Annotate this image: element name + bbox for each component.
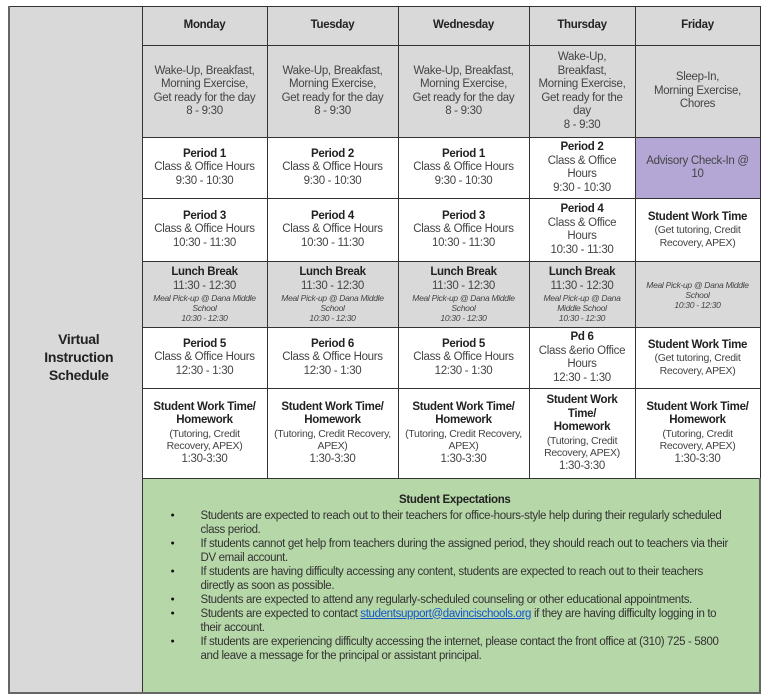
cell-line: Hours: [567, 168, 597, 180]
cell-line: (Tutoring, Credit: [546, 434, 618, 447]
cell-line: Hours: [567, 230, 597, 242]
cell-line: Recovery, APEX): [659, 440, 736, 453]
cell-line: Wake-Up,: [557, 51, 607, 63]
period-title: Student Work Time: [647, 338, 748, 351]
expectation-item: ● If students are experiencing difficulty accessing the internet, please contact the front office at (310) 725 - 5800 and leave a message for the principal or assistant principal.: [201, 635, 740, 663]
work-title: Student Work Time/: [412, 400, 515, 413]
cell-line: Wake-Up, Breakfast,: [154, 64, 255, 77]
cell-line: Advisory Check-In @: [646, 154, 749, 167]
expectations-title: Student Expectations: [398, 494, 511, 506]
cell-line: Class & Office Hours: [282, 161, 383, 174]
cell-time: 12:30 - 1:30: [175, 364, 234, 377]
cell-line: Wake-Up, Breakfast,: [282, 64, 383, 77]
period-title: Period 1: [183, 147, 226, 160]
meal-note: School: [451, 303, 476, 313]
cell-line: Morning Exercise,: [420, 78, 507, 90]
side-label: [9, 7, 142, 693]
period-title: Period 1: [442, 147, 485, 160]
meal-note: Meal Pick-up @ Dana Middle: [412, 293, 515, 303]
meal-time: 10:30 - 12:30: [674, 299, 721, 310]
cell-time: 8 - 9:30: [314, 105, 351, 117]
expectation-item: ● Students are expected to attend any regularly-scheduled counseling or other educational appointments.: [201, 593, 740, 607]
cell-line: Morning Exercise,: [538, 78, 626, 90]
block1-cell-wednesday: [398, 138, 529, 199]
cell-line: Get ready for the day: [153, 91, 256, 104]
day-header-thursday: Thursday: [529, 7, 635, 46]
work-title: Student Work: [546, 394, 618, 406]
meal-note: Middle School: [557, 303, 607, 313]
cell-time: 11:30 - 12:30: [550, 279, 614, 292]
cell-line: Get ready for the day: [412, 91, 515, 104]
cell-line: day: [573, 105, 591, 117]
cell-line: Recovery, APEX): [544, 447, 620, 459]
cell-time: 10:30 - 11:30: [550, 243, 614, 256]
block3-cell-monday: [142, 328, 267, 389]
cell-time: 11:30 - 12:30: [300, 279, 365, 292]
cell-time: 9:30 - 10:30: [303, 174, 362, 187]
work-cell-wednesday: [398, 389, 529, 479]
cell-time: 10:30 - 11:30: [172, 236, 237, 249]
work-title: Homework: [435, 414, 492, 427]
morning-cell-friday: [635, 46, 760, 138]
lunch-title: Lunch Break: [430, 266, 497, 278]
morning-cell-monday: [142, 46, 267, 138]
cell-time: 11:30 - 12:30: [172, 279, 237, 292]
period-title: Period 2: [311, 147, 354, 160]
work-title: Student Work Time/: [281, 400, 384, 413]
cell-line: Chores: [679, 98, 716, 111]
student-expectations-panel: [142, 479, 760, 693]
period-title: Period 3: [442, 209, 485, 222]
lunch-title: Lunch Break: [299, 266, 366, 278]
cell-time: 8 - 9:30: [445, 105, 482, 117]
cell-line: Class & Office: [547, 154, 617, 167]
cell-line: Morning Exercise,: [161, 78, 248, 90]
meal-note: Meal Pick-up @ Dana: [543, 293, 621, 303]
morning-cell-wednesday: [398, 46, 529, 138]
lunch-cell-thursday: [529, 262, 635, 328]
cell-time: 10:30 - 11:30: [300, 236, 365, 249]
expectation-item-contact: [201, 607, 740, 635]
cell-line: Class & Office Hours: [413, 161, 514, 174]
cell-line: Class & Office Hours: [413, 351, 514, 364]
cell-time: 9:30 - 10:30: [553, 181, 611, 194]
cell-time: 1:30-3:30: [181, 452, 228, 465]
header-row: [9, 7, 760, 46]
work-title: Student Work Time/: [646, 400, 749, 413]
work-title: Homework: [669, 414, 726, 427]
cell-time: 9:30 - 10:30: [434, 174, 493, 187]
meal-note: School: [320, 303, 345, 313]
cell-line: (Tutoring, Credit Recovery,: [274, 427, 391, 440]
cell-time: 8 - 9:30: [563, 118, 601, 131]
cell-line: Class & Office Hours: [154, 161, 255, 174]
cell-line: Get ready for the day: [281, 91, 384, 104]
work-title: Homework: [553, 421, 611, 433]
expectations-list: [171, 509, 740, 663]
period-title: Period 5: [442, 337, 485, 350]
period-title: Period 5: [183, 337, 226, 350]
period-title: Student Work Time: [647, 210, 748, 223]
contact-text-after: if they are having difficulty logging in to their account.: [200, 607, 717, 634]
cell-line: (Tutoring, Credit: [662, 427, 733, 440]
cell-line: Wake-Up, Breakfast,: [413, 64, 514, 77]
block3-cell-wednesday: [398, 328, 529, 389]
period-title: Period 2: [560, 141, 604, 153]
cell-time: 1:30-3:30: [559, 459, 605, 472]
cell-line: Recovery, APEX): [659, 236, 736, 249]
cell-line: (Tutoring, Credit: [169, 427, 240, 440]
lunch-title: Lunch Break: [548, 266, 616, 278]
day-header-tuesday: Tuesday: [267, 7, 398, 46]
meal-time: 10:30 - 12:30: [558, 313, 606, 323]
work-title: Time/: [567, 407, 597, 420]
student-support-email-link[interactable]: studentsupport@davincischools.org: [360, 607, 532, 620]
block2-cell-friday: [635, 199, 760, 262]
cell-line: Class &erio Office: [538, 344, 626, 357]
cell-line: (Tutoring, Credit Recovery,: [405, 427, 522, 440]
meal-note: School: [685, 289, 710, 300]
cell-line: Class & Office Hours: [154, 223, 255, 236]
meal-note: Meal Pick-up @ Dana Middle: [153, 293, 256, 303]
cell-line: Class & Office Hours: [154, 351, 255, 364]
period-title: Period 4: [560, 203, 604, 215]
period-title: Period 6: [311, 337, 354, 350]
work-cell-tuesday: [267, 389, 398, 479]
meal-note: Meal Pick-up @ Dana Middle: [281, 293, 384, 303]
cell-line: (Get tutoring, Credit: [654, 352, 741, 365]
work-title: Homework: [304, 414, 361, 427]
block1-cell-tuesday: [267, 138, 398, 199]
cell-line: Recovery, APEX): [166, 440, 243, 453]
block2-cell-monday: [142, 199, 267, 262]
expectation-item: ● Students are expected to reach out to their teachers for office-hours-style help during their regularly scheduled class period.: [201, 509, 740, 537]
cell-time: 12:30 - 1:30: [434, 364, 493, 377]
cell-time: 1:30-3:30: [440, 452, 487, 465]
cell-line: Class & Office Hours: [282, 223, 383, 236]
lunch-cell-friday: [635, 262, 760, 328]
cell-line: Class & Office Hours: [413, 223, 514, 236]
period-title: Pd 6: [570, 331, 594, 343]
block3-cell-tuesday: [267, 328, 398, 389]
cell-line: Recovery, APEX): [659, 364, 736, 377]
advisory-checkin-cell-friday: [635, 138, 760, 199]
morning-cell-thursday: [529, 46, 635, 138]
morning-cell-tuesday: [267, 46, 398, 138]
day-header-monday: Monday: [142, 7, 267, 46]
cell-time: 10:30 - 11:30: [431, 236, 496, 249]
cell-line: Breakfast,: [557, 64, 607, 77]
lunch-cell-tuesday: [267, 262, 398, 328]
cell-time: 1:30-3:30: [309, 452, 356, 465]
work-title: Homework: [176, 414, 233, 427]
work-title: Student Work Time/: [153, 400, 256, 413]
work-cell-friday: [635, 389, 760, 479]
day-header-friday: Friday: [635, 7, 760, 46]
cell-line: Get ready for the: [541, 91, 623, 104]
meal-time: 10:30 - 12:30: [440, 313, 487, 323]
cell-time: 8 - 9:30: [186, 105, 223, 117]
block1-cell-monday: [142, 138, 267, 199]
lunch-title: Lunch Break: [171, 266, 238, 278]
cell-time: 12:30 - 1:30: [553, 371, 611, 384]
cell-line: Morning Exercise,: [289, 78, 376, 90]
block1-cell-thursday: [529, 138, 635, 199]
schedule-table: [8, 6, 761, 694]
expectation-item: ● If students cannot get help from teachers during the assigned period, they should reach out to teachers via their DV email account.: [201, 537, 740, 565]
cell-time: 10: [691, 168, 704, 180]
cell-line: APEX): [317, 440, 348, 453]
work-cell-monday: [142, 389, 267, 479]
cell-line: APEX): [448, 440, 479, 453]
work-cell-thursday: [529, 389, 635, 479]
cell-line: Hours: [567, 358, 597, 370]
lunch-cell-wednesday: [398, 262, 529, 328]
meal-note: School: [192, 303, 217, 313]
block3-cell-friday: [635, 328, 760, 389]
cell-line: Morning Exercise,: [654, 84, 741, 97]
meal-note: Meal Pick-up @ Dana Middle: [646, 279, 749, 290]
side-label-text: Virtual Instruction Schedule: [44, 331, 114, 383]
contact-text-before: Students are expected to contact: [200, 607, 361, 620]
block3-cell-thursday: [529, 328, 635, 389]
block2-cell-thursday: [529, 199, 635, 262]
cell-time: 1:30-3:30: [674, 452, 721, 465]
block2-cell-tuesday: [267, 199, 398, 262]
cell-line: Class & Office Hours: [282, 351, 383, 364]
expectation-item: ● If students are having difficulty accessing any content, students are expected to reach out to their teachers directly as soon as possible.: [201, 565, 740, 593]
meal-time: 10:30 - 12:30: [181, 313, 228, 323]
cell-line: (Get tutoring, Credit: [654, 224, 741, 237]
period-title: Period 4: [311, 209, 354, 222]
block2-cell-wednesday: [398, 199, 529, 262]
cell-line: Sleep-In,: [675, 71, 720, 84]
cell-line: Class & Office: [547, 216, 617, 229]
lunch-cell-monday: [142, 262, 267, 328]
cell-time: 12:30 - 1:30: [303, 364, 362, 377]
cell-time: 9:30 - 10:30: [175, 174, 234, 187]
period-title: Period 3: [183, 209, 226, 222]
meal-time: 10:30 - 12:30: [309, 313, 356, 323]
cell-time: 11:30 - 12:30: [431, 279, 496, 292]
day-header-wednesday: Wednesday: [398, 7, 529, 46]
